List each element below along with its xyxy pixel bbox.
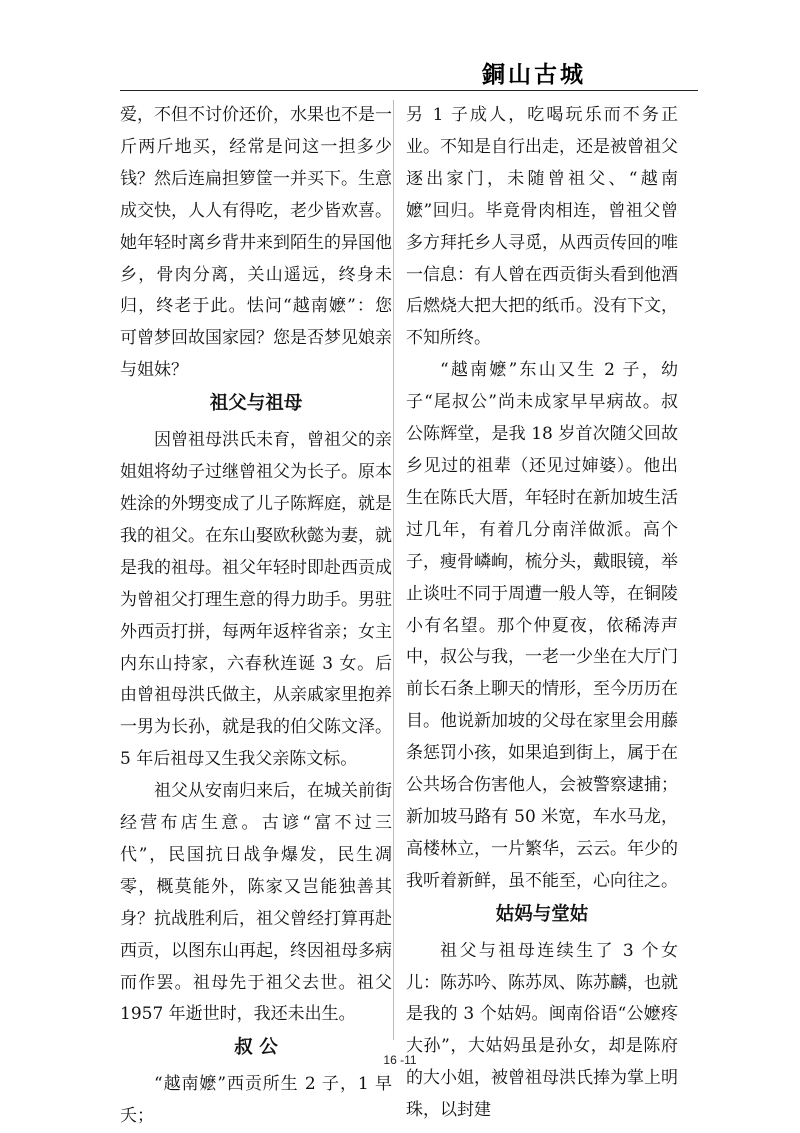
header-title: 銅山古城	[482, 61, 586, 88]
page-header	[120, 56, 698, 91]
paragraph: 爱，不但不讨价还价，水果也不是一斤两斤地买，经常是问这一担多少钱？然后连扁担箩筐一并买下。生意成交快，人人有得吃，老少皆欢喜。她年轻时离乡背井来到陌生的异国他乡，骨肉分离，关山遥远，终身未归，终老于此。怯问“越南嬷”：您可曾梦回故国家园？您是否梦见娘亲与姐妹？	[120, 105, 392, 381]
paragraph: “越南嬷”东山又生 2 子，幼子“尾叔公”尚未成家早早病故。叔公陈辉堂，是我 18 岁首次随父回故乡见过的祖辈（还见过婶婆）。他出生在陈氏大厝，年轻时在新加坡生活过几年，有着几分南洋做派。高个子，瘦骨嶙峋，梳分头，戴眼镜，举止谈吐不同于周遭一般人等，在铜陵小有名望。那个仲夏夜，依稀涛声中，叔公与我，一老一少坐在大厅门前长石条上聊天的情形，至今历历在目。他说新加坡的父母在家里会用藤条惩罚小孩，如果追到街上，属于在公共场合伤害他人，会被警察逮捕；新加坡马路有 50 米宽，车水马龙，高楼林立，一片繁华，云云。年少的我听着新鲜，虽不能至，心向往之。	[406, 360, 678, 891]
paragraph: 祖父与祖母连续生了 3 个女儿：陈苏吟、陈苏凤、陈苏麟，也就是我的 3 个姑妈。闽南俗语“公嬷疼大孙”，大姑妈虽是孙女，却是陈府的大小姐，被曾祖母洪氏捧为掌上明珠，以封建	[406, 940, 678, 1121]
page-number: 16 -11	[383, 1053, 417, 1067]
section-heading: 祖父与祖母	[209, 393, 303, 415]
paragraph: 祖父从安南归来后，在城关前街经营布店生意。古谚“富不过三代”，民国抗日战争爆发，民生凋零，概莫能外，陈家又岂能独善其身？抗战胜利后，祖父曾经打算再赴西贡，以图东山再起，终因祖母多病而作罢。祖母先于祖父去世。祖父 1957 年逝世时，我还未出生。	[120, 781, 392, 1025]
left-column	[120, 100, 392, 1133]
section-heading: 姑妈与堂姑	[495, 903, 589, 925]
paragraph: 另 1 子成人，吃喝玩乐而不务正业。不知是自行出走，还是被曾祖父逐出家门，未随曾祖父、“越南嬷”回归。毕竟骨肉相连，曾祖父曾多方拜托乡人寻觅，从西贡传回的唯一信息：有人曾在西贡街头看到他酒后燃烧大把大把的纸币。没有下文，不知所终。	[406, 105, 678, 349]
paragraph: 因曾祖母洪氏未育，曾祖父的亲姐姐将幼子过继曾祖父为长子。原本姓涂的外甥变成了儿子陈辉庭，就是我的祖父。在东山娶欧秋懿为妻，就是我的祖母。祖父年轻时即赴西贡成为曾祖父打理生意的得力助手。男驻外西贡打拼，每两年返梓省亲；女主内东山持家，六春秋连诞 3 女。后由曾祖母洪氏做主，从亲戚家里抱养一男为长孙，就是我的伯父陈文泽。5 年后祖母又生我父亲陈文标。	[120, 430, 392, 770]
right-column	[406, 100, 678, 1127]
section-heading: 叔 公	[234, 1037, 278, 1059]
paragraph: “越南嬷”西贡所生 2 子，1 早夭；	[120, 1074, 392, 1127]
column-divider	[393, 100, 394, 1040]
